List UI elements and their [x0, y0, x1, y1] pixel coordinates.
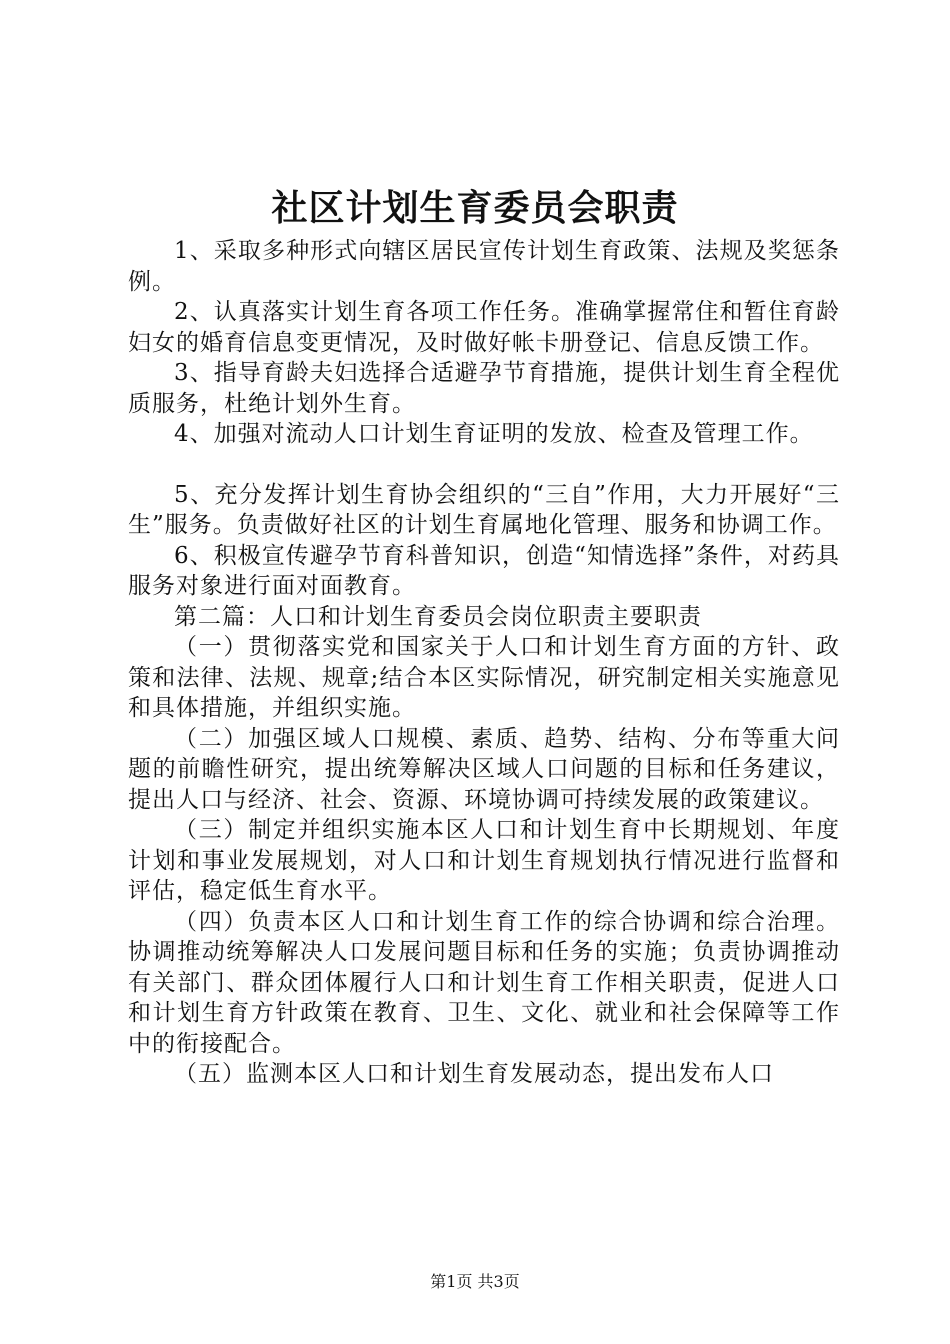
duty-item-5: （五）监测本区人口和计划生育发展动态，提出发布人口 — [174, 1061, 774, 1087]
duty-item-2: （二）加强区域人口规模、素质、趋势、结构、分布等重大问题的前瞻性研究，提出统筹解决区域人口问题的目标和任务建议，提出人口与经济、社会、资源、环境协调可持续发展的政策建议。 — [128, 725, 840, 813]
duty-item-4: （四）负责本区人口和计划生育工作的综合协调和综合治理。协调推动统筹解决人口发展问题目标和任务的实施；负责协调推动有关部门、群众团体履行人口和计划生育工作相关职责，促进人口和计划生育方针政策在教育、卫生、文化、就业和社会保障等工作中的衔接配合。 — [128, 908, 840, 1057]
paragraph-3: 3、指导育龄夫妇选择合适避孕节育措施，提供计划生育全程优质服务，杜绝计划外生育。 — [128, 360, 840, 417]
paragraph-4: 4、加强对流动人口计划生育证明的发放、检查及管理工作。 — [174, 421, 814, 447]
duty-item-3: （三）制定并组织实施本区人口和计划生育中长期规划、年度计划和事业发展规划，对人口和计划生育规划执行情况进行监督和评估，稳定低生育水平。 — [128, 817, 840, 904]
duty-item-1: （一）贯彻落实党和国家关于人口和计划生育方面的方针、政策和法律、法规、规章;结合本区实际情况，研究制定相关实施意见和具体措施，并组织实施。 — [128, 634, 840, 721]
paragraph-6: 6、积极宣传避孕节育科普知识，创造“知情选择”条件，对药具服务对象进行面对面教育。 — [128, 542, 840, 599]
paragraph-1: 1、采取多种形式向辖区居民宣传计划生育政策、法规及奖惩条例。 — [128, 238, 840, 295]
document-title: 社区计划生育委员会职责 — [271, 187, 679, 229]
paragraph-5: 5、充分发挥计划生育协会组织的“三自”作用，大力开展好“三生”服务。负责做好社区的计划生育属地化管理、服务和协调工作。 — [128, 481, 840, 538]
paragraph-2: 2、认真落实计划生育各项工作任务。准确掌握常住和暂住育龄妇女的婚育信息变更情况，及时做好帐卡册登记、信息反馈工作。 — [128, 299, 840, 356]
document-body — [128, 236, 840, 1090]
section-heading: 第二篇：人口和计划生育委员会岗位职责主要职责 — [174, 603, 702, 630]
page-number: 第1页 共3页 — [430, 1272, 520, 1291]
